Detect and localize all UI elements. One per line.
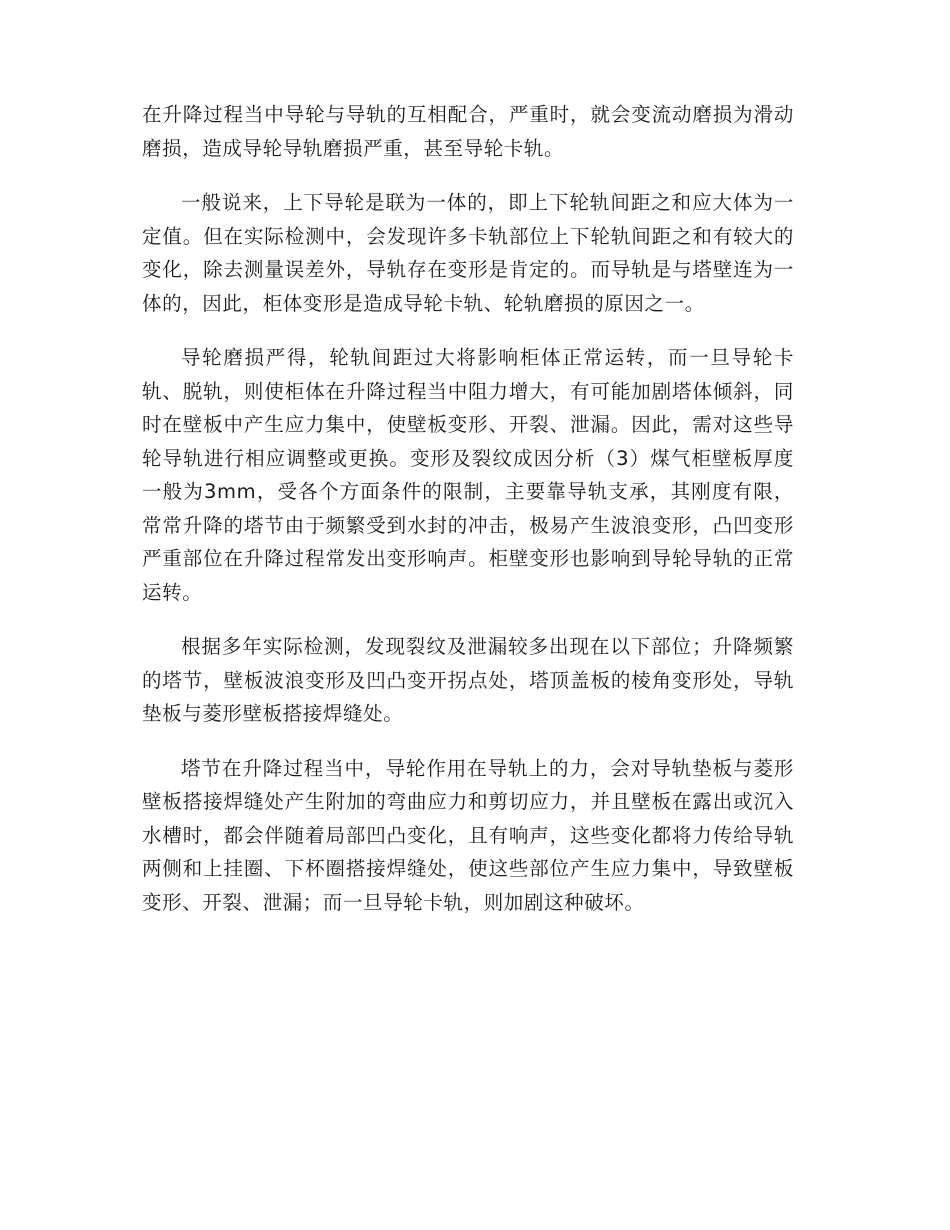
paragraph-4: 根据多年实际检测，发现裂纹及泄漏较多出现在以下部位；升降频繁的塔节，壁板波浪变形及凹凸变开拐点处，塔顶盖板的棱角变形处，导轨垫板与菱形壁板搭接焊缝处。: [142, 635, 794, 725]
document-body: [142, 98, 794, 940]
paragraph-3: 导轮磨损严得，轮轨间距过大将影响柜体正常运转，而一旦导轮卡轨、脱轨，则使柜体在升降过程当中阻力增大，有可能加剧塔体倾斜，同时在壁板中产生应力集中，使壁板变形、开裂、泄漏。因此，需对这些导轮导轨进行相应调整或更换。变形及裂纹成因分析（3）煤气柜壁板厚度一般为3mm，受各个方面条件的限制，主要靠导轨支承，其刚度有限，常常升降的塔节由于频繁受到水封的冲击，极易产生波浪变形，凸凹变形严重部位在升降过程常发出变形响声。柜壁变形也影响到导轮导轨的正常运转。: [142, 346, 794, 604]
paragraph-2: 一般说来，上下导轮是联为一体的，即上下轮轨间距之和应大体为一定值。但在实际检测中，会发现许多卡轨部位上下轮轨间距之和有较大的变化，除去测量误差外，导轨存在变形是肯定的。而导轨是与塔壁连为一体的，因此，柜体变形是造成导轮卡轨、轮轨磨损的原因之一。: [142, 191, 794, 315]
paragraph-1: 在升降过程当中导轮与导轨的互相配合，严重时，就会变流动磨损为滑动磨损，造成导轮导轨磨损严重，甚至导轮卡轨。: [142, 103, 794, 160]
paragraph-5: 塔节在升降过程当中，导轮作用在导轨上的力，会对导轨垫板与菱形壁板搭接焊缝处产生附加的弯曲应力和剪切应力，并且壁板在露出或沉入水槽时，都会伴随着局部凹凸变化，且有响声，这些变化都将力传给导轨两侧和上挂圈、下杯圈搭接焊缝处，使这些部位产生应力集中，导致壁板变形、开裂、泄漏；而一旦导轮卡轨，则加剧这种破坏。: [142, 756, 794, 914]
